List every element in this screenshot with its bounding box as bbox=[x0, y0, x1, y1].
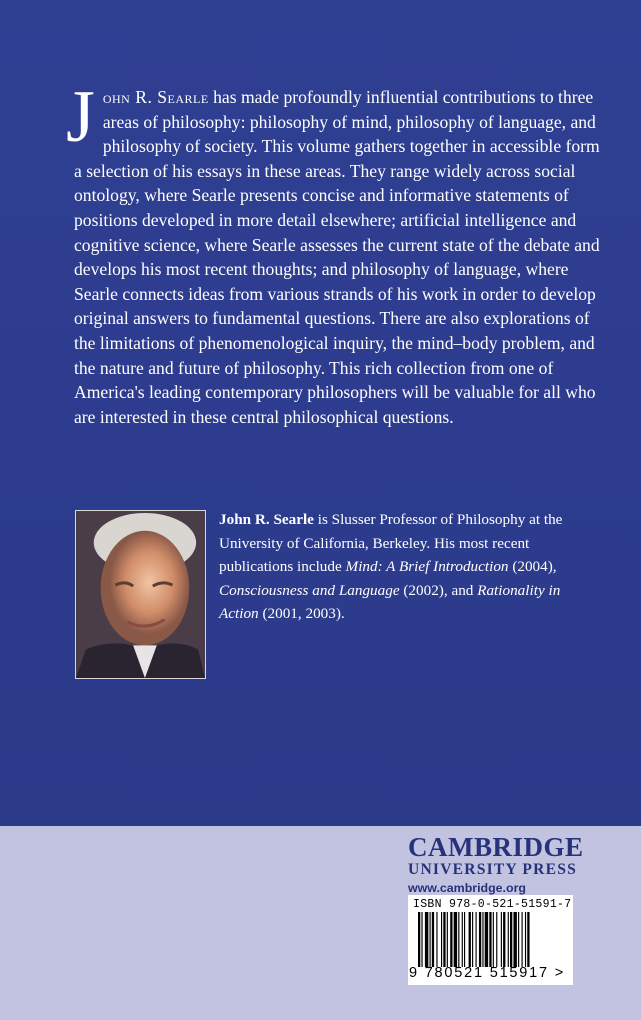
isbn-label: ISBN 978-0-521-51591-7 bbox=[413, 898, 572, 911]
publisher-subtitle: UNIVERSITY PRESS bbox=[408, 861, 577, 878]
publisher-logo bbox=[408, 832, 584, 897]
author-bio bbox=[219, 508, 589, 626]
bio-book-3: Rationality in Action bbox=[219, 581, 561, 622]
bio-year-3: (2001, 2003). bbox=[262, 605, 345, 622]
bio-book-2: Consciousness and Language bbox=[219, 581, 400, 599]
bio-text: is Slusser Professor of Philosophy at the University of California, Berkeley. His most recent publications include bbox=[219, 511, 563, 575]
author-name-small-caps: ohn R. Searle bbox=[102, 87, 209, 107]
publisher-name: CAMBRIDGE bbox=[408, 832, 584, 862]
barcode bbox=[408, 895, 573, 985]
bio-year-1: (2004), bbox=[512, 558, 557, 575]
barcode-bars-icon bbox=[418, 912, 566, 967]
barcode-digits: 9 780521 515917 > bbox=[409, 965, 565, 981]
book-description bbox=[66, 76, 604, 429]
description-text: has made profoundly influential contributions to three areas of philosophy: philosophy of mind, philosophy of language, and philosophy of society. This volume gathers together in accessible form a selection of his essays in these areas. They range widely across social ontology, where Searle presents concise and informative statements of positions developed in more detail elsewhere; artificial intelligence and cognitive science, where Searle assesses the current state of the debate and develops his most recent thoughts; and philosophy of language, where Searle connects ideas from various strands of his work in order to develop original answers to fundamental questions. There are also explorations of the limitations of phenomenological inquiry, the mind–body problem, and the nature and future of philosophy. This rich collection from one of America's leading contemporary philosophers will be valuable for all who are interested in these central philosophical questions. bbox=[74, 87, 600, 427]
author-bio-name: John R. Searle bbox=[219, 511, 314, 528]
author-photo bbox=[75, 510, 206, 679]
drop-cap: J bbox=[66, 76, 95, 158]
bio-book-1: Mind: A Brief Introduction bbox=[345, 558, 509, 575]
bio-year-2: (2002), and bbox=[403, 581, 474, 599]
publisher-url: www.cambridge.org bbox=[408, 881, 526, 895]
